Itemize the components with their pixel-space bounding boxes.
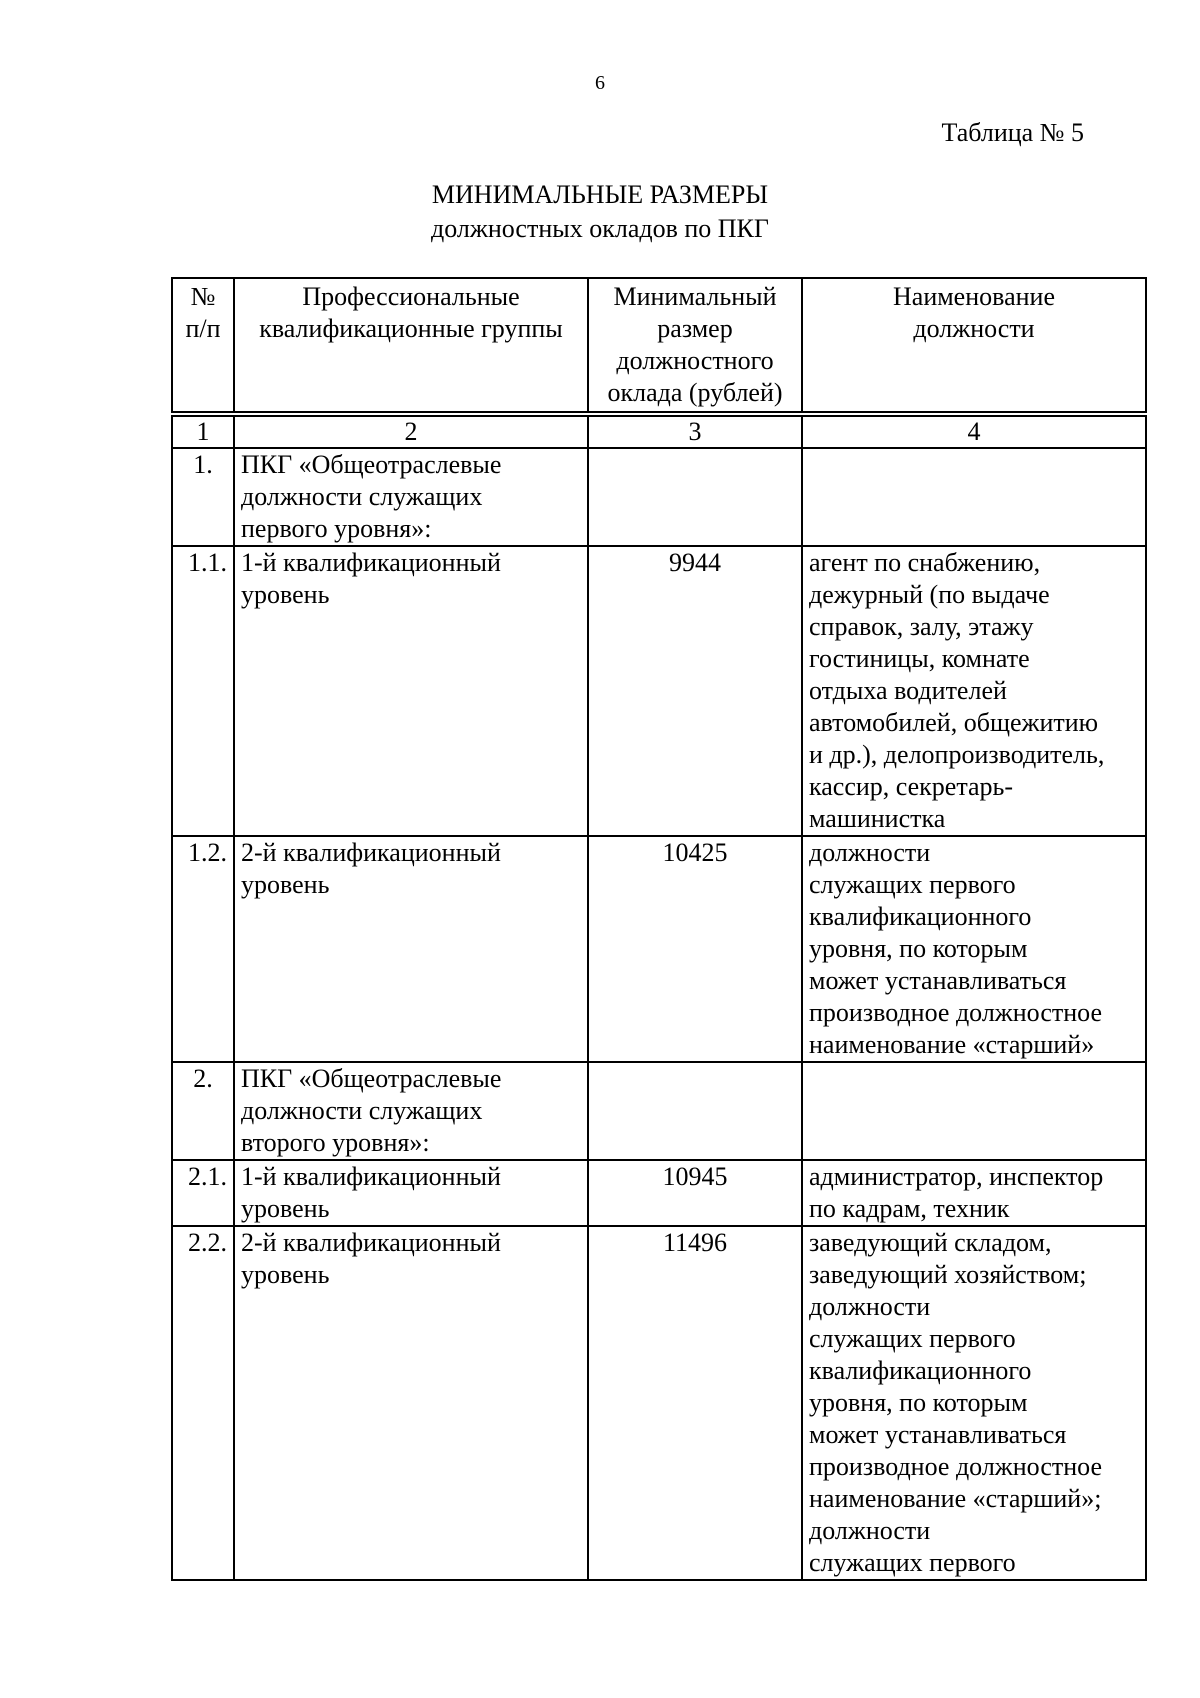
header-number: № п/п [172,278,234,414]
row-salary [588,448,802,546]
row-number: 2.1. [172,1160,234,1226]
row-positions [802,1062,1146,1160]
table-row [172,1226,1146,1580]
row-positions: заведующий складом, заведующий хозяйством; должности служащих первого квалификационного уровня, по которым может устанавливаться производное должностное наименование «старший»; должности служащих первого [802,1226,1146,1580]
row-positions: должности служащих первого квалификационного уровня, по которым может устанавливаться производное должностное наименование «старший» [802,836,1146,1062]
row-group: 1-й квалификационный уровень [234,1160,588,1226]
header-group: Профессиональные квалификационные группы [234,278,588,414]
row-group: 2-й квалификационный уровень [234,1226,588,1580]
column-number-1: 1 [172,414,234,448]
table-row [172,546,1146,836]
row-salary [588,1062,802,1160]
row-salary: 10945 [588,1160,802,1226]
column-number-4: 4 [802,414,1146,448]
page-number: 6 [595,72,605,94]
row-number: 1.2. [172,836,234,1062]
row-positions: агент по снабжению, дежурный (по выдаче справок, залу, этажу гостиницы, комнате отдыха водителей автомобилей, общежитию и др.), делопроизводитель, кассир, секретарь- машинистка [802,546,1146,836]
table-row [172,1062,1146,1160]
row-number: 1.1. [172,546,234,836]
header-salary: Минимальный размер должностного оклада (рублей) [588,278,802,414]
column-number-2: 2 [234,414,588,448]
row-group: ПКГ «Общеотраслевые должности служащих первого уровня»: [234,448,588,546]
document-title: МИНИМАЛЬНЫЕ РАЗМЕРЫ [431,180,769,209]
row-group: ПКГ «Общеотраслевые должности служащих второго уровня»: [234,1062,588,1160]
row-number: 2. [172,1062,234,1160]
row-number: 2.2. [172,1226,234,1580]
document-subtitle: должностных окладов по ПКГ [431,214,769,243]
salary-table [171,277,1147,1581]
table-row [172,836,1146,1062]
row-salary: 9944 [588,546,802,836]
table-row [172,448,1146,546]
column-number-row [172,414,1146,448]
row-salary: 10425 [588,836,802,1062]
header-position: Наименование должности [802,278,1146,414]
table-row [172,1160,1146,1226]
row-group: 1-й квалификационный уровень [234,546,588,836]
row-positions [802,448,1146,546]
row-positions: администратор, инспектор по кадрам, техник [802,1160,1146,1226]
row-salary: 11496 [588,1226,802,1580]
header-row [172,278,1146,414]
row-group: 2-й квалификационный уровень [234,836,588,1062]
column-number-3: 3 [588,414,802,448]
row-number: 1. [172,448,234,546]
table-label: Таблица № 5 [941,118,1084,147]
